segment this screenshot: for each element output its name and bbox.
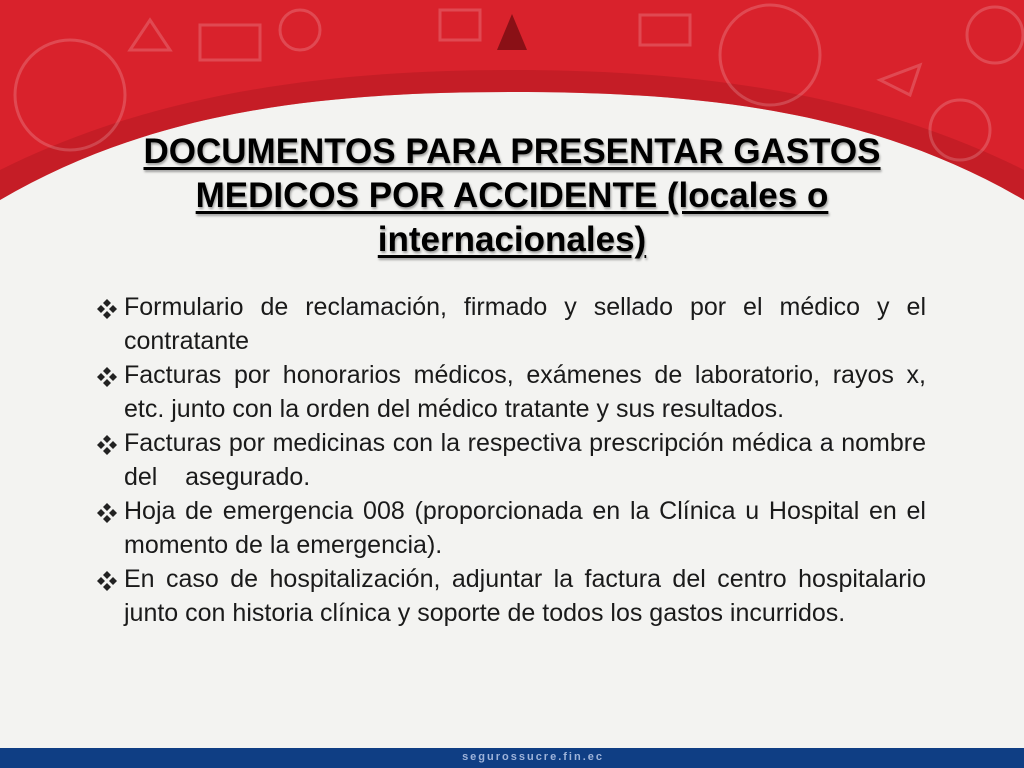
diamond-quad-icon	[96, 298, 118, 320]
list-item	[96, 426, 933, 494]
list-item-text: Formulario de reclamación, firmado y sellado por el médico y el contratante	[124, 293, 926, 355]
diamond-quad-icon	[96, 570, 118, 592]
list-item-text: En caso de hospitalización, adjuntar la factura del centro hospitalario junto con historia clínica y soporte de todos los gastos incurridos.	[124, 565, 926, 627]
footer-bar	[0, 748, 1024, 768]
diamond-quad-icon	[96, 502, 118, 524]
list-item	[96, 358, 926, 426]
diamond-quad-icon	[96, 366, 118, 388]
list-item-text: Facturas por medicinas con la respectiva prescripción médica a nombre del asegurado.	[124, 429, 933, 491]
list-item-text: Facturas por honorarios médicos, exámenes de laboratorio, rayos x, etc. junto con la orden del médico tratante y sus resultados.	[124, 361, 926, 423]
document-list	[96, 290, 933, 630]
list-item	[96, 494, 926, 562]
page-title: DOCUMENTOS PARA PRESENTAR GASTOS MEDICOS POR ACCIDENTE (locales o internacionales)	[143, 132, 881, 259]
list-item	[96, 290, 926, 358]
list-item	[96, 562, 926, 630]
diamond-quad-icon	[96, 434, 118, 456]
list-item-text: Hoja de emergencia 008 (proporcionada en la Clínica u Hospital en el momento de la emergencia).	[124, 497, 926, 559]
footer-url: segurossucre.fin.ec	[462, 751, 604, 763]
